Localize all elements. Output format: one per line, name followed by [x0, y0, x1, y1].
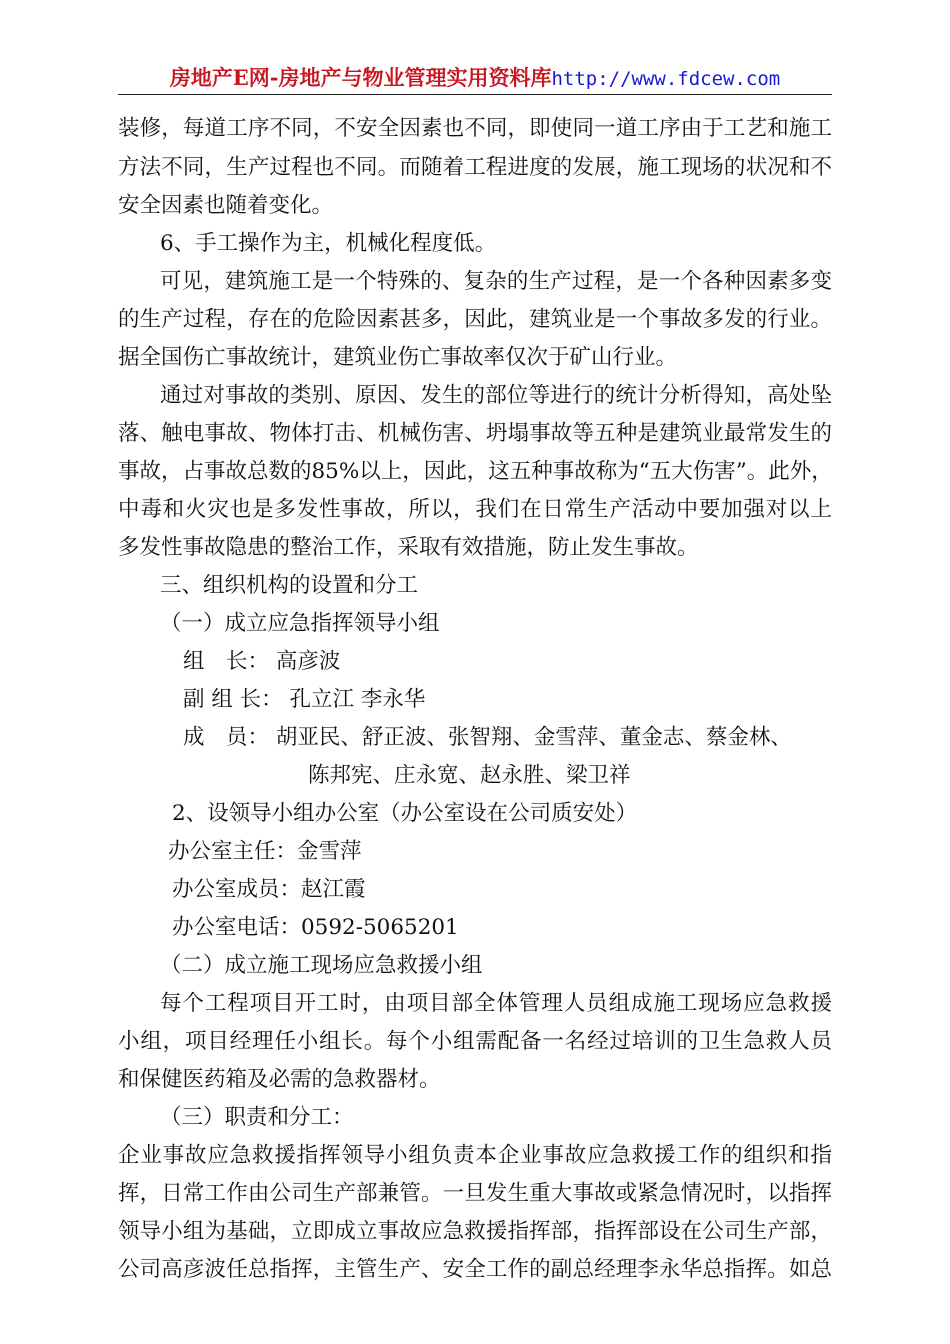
paragraph-line: 方法不同，生产过程也不同。而随着工程进度的发展，施工现场的状况和不: [118, 155, 832, 180]
paragraph-line: 领导小组为基础，立即成立事故应急救援指挥部，指挥部设在公司生产部，: [118, 1219, 832, 1244]
paragraph-line: 小组，项目经理任小组长。每个小组需配备一名经过培训的卫生急救人员: [118, 1029, 832, 1054]
subsection-heading: （三）职责和分工：: [160, 1105, 354, 1130]
office-phone: 办公室电话：0592-5065201: [172, 915, 459, 940]
paragraph-line: 多发性事故隐患的整治工作，采取有效措施，防止发生事故。: [118, 535, 699, 560]
paragraph-line: 和保健医药箱及必需的急救器材。: [118, 1067, 441, 1092]
office-director: 办公室主任：金雪萍: [168, 839, 362, 864]
site-tagline: 房地产与物业管理实用资料库: [278, 65, 552, 90]
paragraph-line: 据全国伤亡事故统计，建筑业伤亡事故率仅次于矿山行业。: [118, 345, 678, 370]
members-line: 陈邦宪、庄永宽、赵永胜、梁卫祥: [308, 763, 631, 788]
deputy-line: 副 组 长： 孔立江 李永华: [183, 687, 426, 712]
paragraph-line: 中毒和火灾也是多发性事故，所以，我们在日常生产活动中要加强对以上: [118, 497, 832, 522]
list-item: 2、设领导小组办公室（办公室设在公司质安处）: [172, 801, 638, 826]
site-name: 房地产E网: [169, 65, 270, 90]
paragraph-line: 事故，占事故总数的85%以上，因此，这五种事故称为“五大伤害”。此外，: [118, 459, 833, 484]
paragraph-line: 的生产过程，存在的危险因素甚多，因此，建筑业是一个事故多发的行业。: [118, 307, 832, 332]
members-line: 成 员： 胡亚民、舒正波、张智翔、金雪萍、董金志、蔡金林、: [183, 725, 792, 750]
paragraph-line: 挥，日常工作由公司生产部兼管。一旦发生重大事故或紧急情况时，以指挥: [118, 1181, 832, 1206]
subsection-heading: （一）成立应急指挥领导小组: [160, 611, 440, 636]
office-member: 办公室成员：赵江霞: [172, 877, 366, 902]
paragraph-line: 公司高彦波任总指挥，主管生产、安全工作的副总经理李永华总指挥。如总: [118, 1257, 832, 1282]
paragraph-line: 安全因素也随着变化。: [118, 193, 334, 218]
header-separator: -: [269, 65, 279, 90]
paragraph-line: 企业事故应急救援指挥领导小组负责本企业事故应急救援工作的组织和指: [118, 1143, 832, 1168]
paragraph-line: 装修，每道工序不同，不安全因素也不同，即使同一道工序由于工艺和施工: [118, 116, 832, 141]
section-heading: 三、组织机构的设置和分工: [160, 573, 419, 598]
leader-line: 组 长： 高彦波: [183, 649, 341, 674]
list-item: 6、手工操作为主，机械化程度低。: [160, 231, 497, 256]
paragraph-line: 通过对事故的类别、原因、发生的部位等进行的统计分析得知，高处坠: [160, 383, 832, 408]
subsection-heading: （二）成立施工现场应急救援小组: [160, 953, 483, 978]
site-url-link[interactable]: http://www.fdcew.com: [551, 68, 781, 90]
page-header: [118, 62, 832, 95]
paragraph-line: 可见，建筑施工是一个特殊的、复杂的生产过程，是一个各种因素多变: [160, 269, 832, 294]
paragraph-line: 每个工程项目开工时，由项目部全体管理人员组成施工现场应急救援: [160, 991, 832, 1016]
paragraph-line: 落、触电事故、物体打击、机械伤害、坍塌事故等五种是建筑业最常发生的: [118, 421, 832, 446]
